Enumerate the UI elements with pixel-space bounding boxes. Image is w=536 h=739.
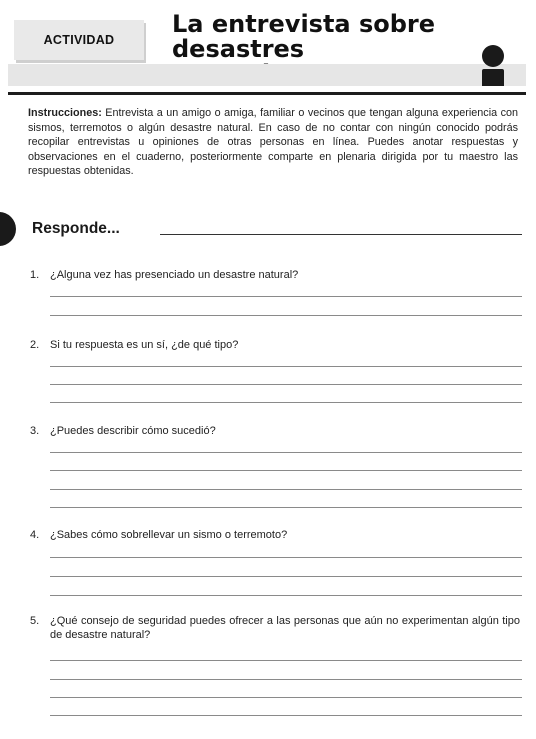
question-text: ¿Qué consejo de seguridad puedes ofrecer a las personas que aún no experimentan algún tipo de desastre natural?: [50, 615, 520, 641]
answer-line-3-1[interactable]: [50, 452, 522, 453]
instructions-label: Instrucciones:: [28, 107, 102, 119]
question-text: ¿Alguna vez has presenciado un desastre natural?: [50, 269, 299, 281]
answer-line-5-4[interactable]: [50, 715, 522, 716]
question-number: 4.: [30, 529, 40, 541]
person-icon-body: [482, 69, 504, 86]
person-icon-head: [482, 45, 504, 67]
instructions-text: Entrevista a un amigo o amiga, familiar o vecinos que tengan alguna experiencia con sismos, terremotos o algún desastre natural. En caso de no contar con ningún conocido podrás recopilar entrevistas u opiniones de otras personas en línea. Puedes anotar respuestas y observaciones en el cuaderno, posteriormente comparte en plenaria dirigida por tu maestro las respuestas obtenidas.: [28, 107, 518, 178]
section-title-line: [160, 234, 522, 235]
answer-line-1-1[interactable]: [50, 296, 522, 297]
answer-line-4-1[interactable]: [50, 557, 522, 558]
answer-line-5-1[interactable]: [50, 660, 522, 661]
instructions-paragraph: [28, 106, 518, 179]
question-text: ¿Puedes describir cómo sucedió?: [50, 425, 216, 437]
question-number: 1.: [30, 269, 40, 281]
activity-badge: ACTIVIDAD: [14, 20, 144, 60]
section-title: Responde...: [32, 220, 120, 237]
answer-line-5-2[interactable]: [50, 679, 522, 680]
question-number: 5.: [30, 615, 40, 627]
question-4: [30, 528, 520, 542]
title-line-1: La entrevista sobre desastres: [172, 10, 436, 63]
question-text: Si tu respuesta es un sí, ¿de qué tipo?: [50, 339, 239, 351]
section-marker-icon: [0, 212, 16, 246]
question-text: ¿Sabes cómo sobrellevar un sismo o terremoto?: [50, 529, 288, 541]
answer-line-1-2[interactable]: [50, 315, 522, 316]
answer-line-3-2[interactable]: [50, 470, 522, 471]
answer-line-2-3[interactable]: [50, 402, 522, 403]
question-number: 3.: [30, 425, 40, 437]
question-3: [30, 424, 520, 438]
answer-line-4-3[interactable]: [50, 595, 522, 596]
question-1: [30, 268, 520, 282]
header-divider: [8, 92, 526, 95]
answer-line-4-2[interactable]: [50, 576, 522, 577]
answer-line-3-3[interactable]: [50, 489, 522, 490]
answer-line-2-2[interactable]: [50, 384, 522, 385]
question-number: 2.: [30, 339, 40, 351]
header-band: [8, 64, 526, 86]
question-2: [30, 338, 520, 352]
answer-line-5-3[interactable]: [50, 697, 522, 698]
answer-line-2-1[interactable]: [50, 366, 522, 367]
answer-line-3-4[interactable]: [50, 507, 522, 508]
question-5: [30, 614, 522, 644]
